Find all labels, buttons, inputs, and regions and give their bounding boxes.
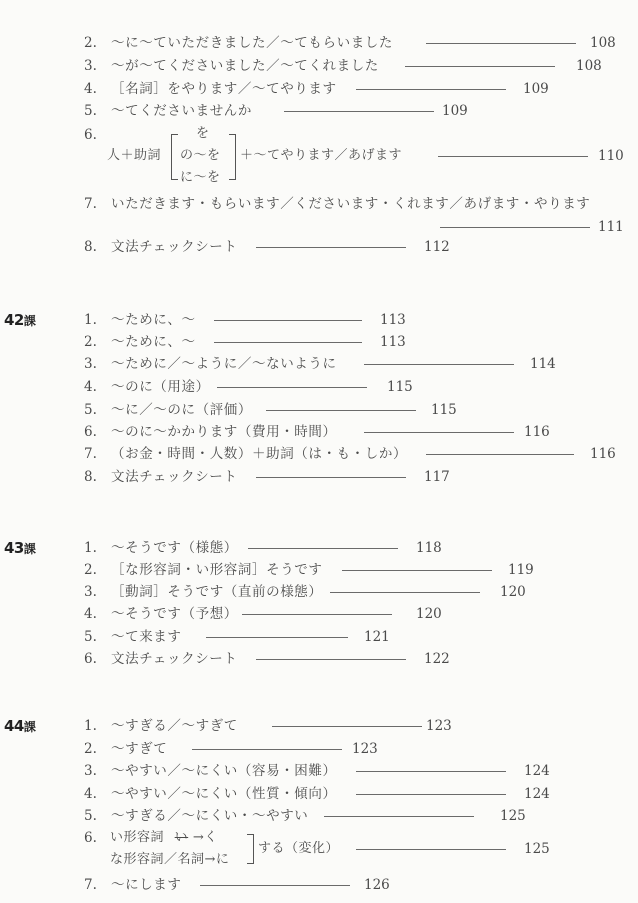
page-number: 116 [524, 424, 550, 440]
leader-line [214, 320, 362, 321]
list-item: 3. 〜が〜てくださいました／〜てくれました 108 [84, 55, 624, 77]
leader-line [272, 726, 422, 727]
leader-line [364, 364, 514, 365]
leader-line [248, 548, 398, 549]
leader-line [324, 816, 474, 817]
list-item: 5. 〜に／〜のに（評価） 115 [84, 399, 624, 421]
conjugation-line-1: い形容詞 い →く [110, 830, 218, 845]
list-item: 1. 〜すぎる／〜すぎて 123 [84, 715, 624, 737]
page-number: 124 [524, 786, 550, 802]
list-item: 8. 文法チェックシート 117 [84, 466, 624, 488]
lesson-43-badge: 43課 [4, 539, 36, 557]
page-number: 125 [524, 841, 550, 857]
list-item: 6. 〜のに〜かかります（費用・時間） 116 [84, 421, 624, 443]
left-bracket [171, 134, 178, 180]
list-item: 7. （お金・時間・人数）＋助詞（は・も・しか） 116 [84, 443, 624, 465]
list-item-number: 6. [84, 127, 97, 143]
leader-line [440, 227, 590, 228]
page-number: 120 [416, 606, 442, 622]
page-number: 123 [426, 718, 452, 734]
leader-line [342, 570, 492, 571]
struck-text: い [174, 830, 189, 845]
page-number: 109 [442, 103, 468, 119]
list-item: 5. 〜すぎる／〜にくい・〜やすい 125 [84, 805, 624, 827]
page-number: 111 [598, 219, 624, 235]
list-item: 2. 〜に〜ていただきました／〜てもらいました 108 [84, 32, 624, 54]
leader-line [256, 659, 406, 660]
leader-line [256, 247, 406, 248]
leader-line [426, 43, 576, 44]
list-item: 2. 〜ために、〜 113 [84, 331, 624, 353]
page-number: 116 [590, 446, 616, 462]
page-number: 122 [424, 651, 450, 667]
option-text: の〜を [180, 148, 221, 163]
leader-line [217, 387, 367, 388]
right-bracket [229, 134, 236, 180]
lesson-44-badge: 44課 [4, 717, 36, 735]
right-bracket [247, 834, 254, 864]
leader-line [214, 342, 362, 343]
page-number: 115 [431, 402, 457, 418]
leader-line [438, 156, 588, 157]
page-number: 117 [424, 469, 450, 485]
leader-line [356, 771, 506, 772]
list-item: 4. 〜のに（用途） 115 [84, 376, 624, 398]
page-number: 119 [508, 562, 534, 578]
option-text: を [196, 126, 210, 141]
leader-line [200, 885, 350, 886]
leader-line [426, 454, 574, 455]
leader-line [284, 111, 434, 112]
list-item: 2. 〜すぎて 123 [84, 738, 624, 760]
list-item: 6. 文法チェックシート 122 [84, 648, 624, 670]
suffix-text: する（変化） [258, 841, 340, 856]
page-number: 118 [416, 540, 442, 556]
list-item: 5. 〜てくださいませんか 109 [84, 100, 624, 122]
page-number: 126 [364, 877, 390, 893]
list-item: 4. 〜やすい／〜にくい（性質・傾向） 124 [84, 783, 624, 805]
leader-line [256, 477, 406, 478]
list-item: 3. 〜ために／〜ように／〜ないように 114 [84, 353, 624, 375]
page-number: 121 [364, 629, 390, 645]
page-number: 113 [380, 334, 406, 350]
list-item: 8. 文法チェックシート 112 [84, 236, 624, 258]
leader-line [192, 749, 342, 750]
list-item-number: 6. [84, 830, 97, 846]
prefix-text: 人＋助詞 [107, 148, 162, 163]
leader-line [356, 794, 506, 795]
page-number: 109 [523, 81, 549, 97]
page-number: 108 [590, 35, 616, 51]
list-item: 2. ［な形容詞・い形容詞］そうです 119 [84, 559, 624, 581]
lesson-42-badge: 42課 [4, 311, 36, 329]
leader-line [405, 66, 555, 67]
page-number: 115 [387, 379, 413, 395]
page-number: 108 [576, 58, 602, 74]
page-number: 112 [424, 239, 450, 255]
page-number: 113 [380, 312, 406, 328]
page-number: 125 [500, 808, 526, 824]
leader-line [364, 432, 514, 433]
leader-line [206, 637, 348, 638]
list-item: 5. 〜て来ます 121 [84, 626, 624, 648]
leader-line [242, 614, 392, 615]
list-item: 4. ［名詞］をやります／〜てやります 109 [84, 78, 624, 100]
list-item: 3. ［動詞］そうです（直前の様態） 120 [84, 581, 624, 603]
leader-line [266, 410, 416, 411]
list-item: 4. 〜そうです（予想） 120 [84, 603, 624, 625]
list-item: 3. 〜やすい／〜にくい（容易・困難） 124 [84, 760, 624, 782]
leader-line [330, 592, 480, 593]
page-number: 114 [530, 356, 556, 372]
page-number: 124 [524, 763, 550, 779]
page-number: 120 [500, 584, 526, 600]
conjugation-line-2: な形容詞／名詞→に [110, 852, 230, 867]
page-number: 123 [352, 741, 378, 757]
suffix-text: ＋〜てやります／あげます [240, 148, 403, 163]
option-text: に〜を [180, 170, 221, 185]
page-number: 110 [598, 148, 624, 164]
list-item: 1. 〜そうです（様態） 118 [84, 537, 624, 559]
list-item: 7. いただきます・もらいます／くださいます・くれます／あげます・やります [84, 196, 591, 212]
list-item: 1. 〜ために、〜 113 [84, 309, 624, 331]
leader-line [356, 849, 506, 850]
list-item: 7. 〜にします 126 [84, 874, 624, 896]
leader-line [356, 89, 506, 90]
